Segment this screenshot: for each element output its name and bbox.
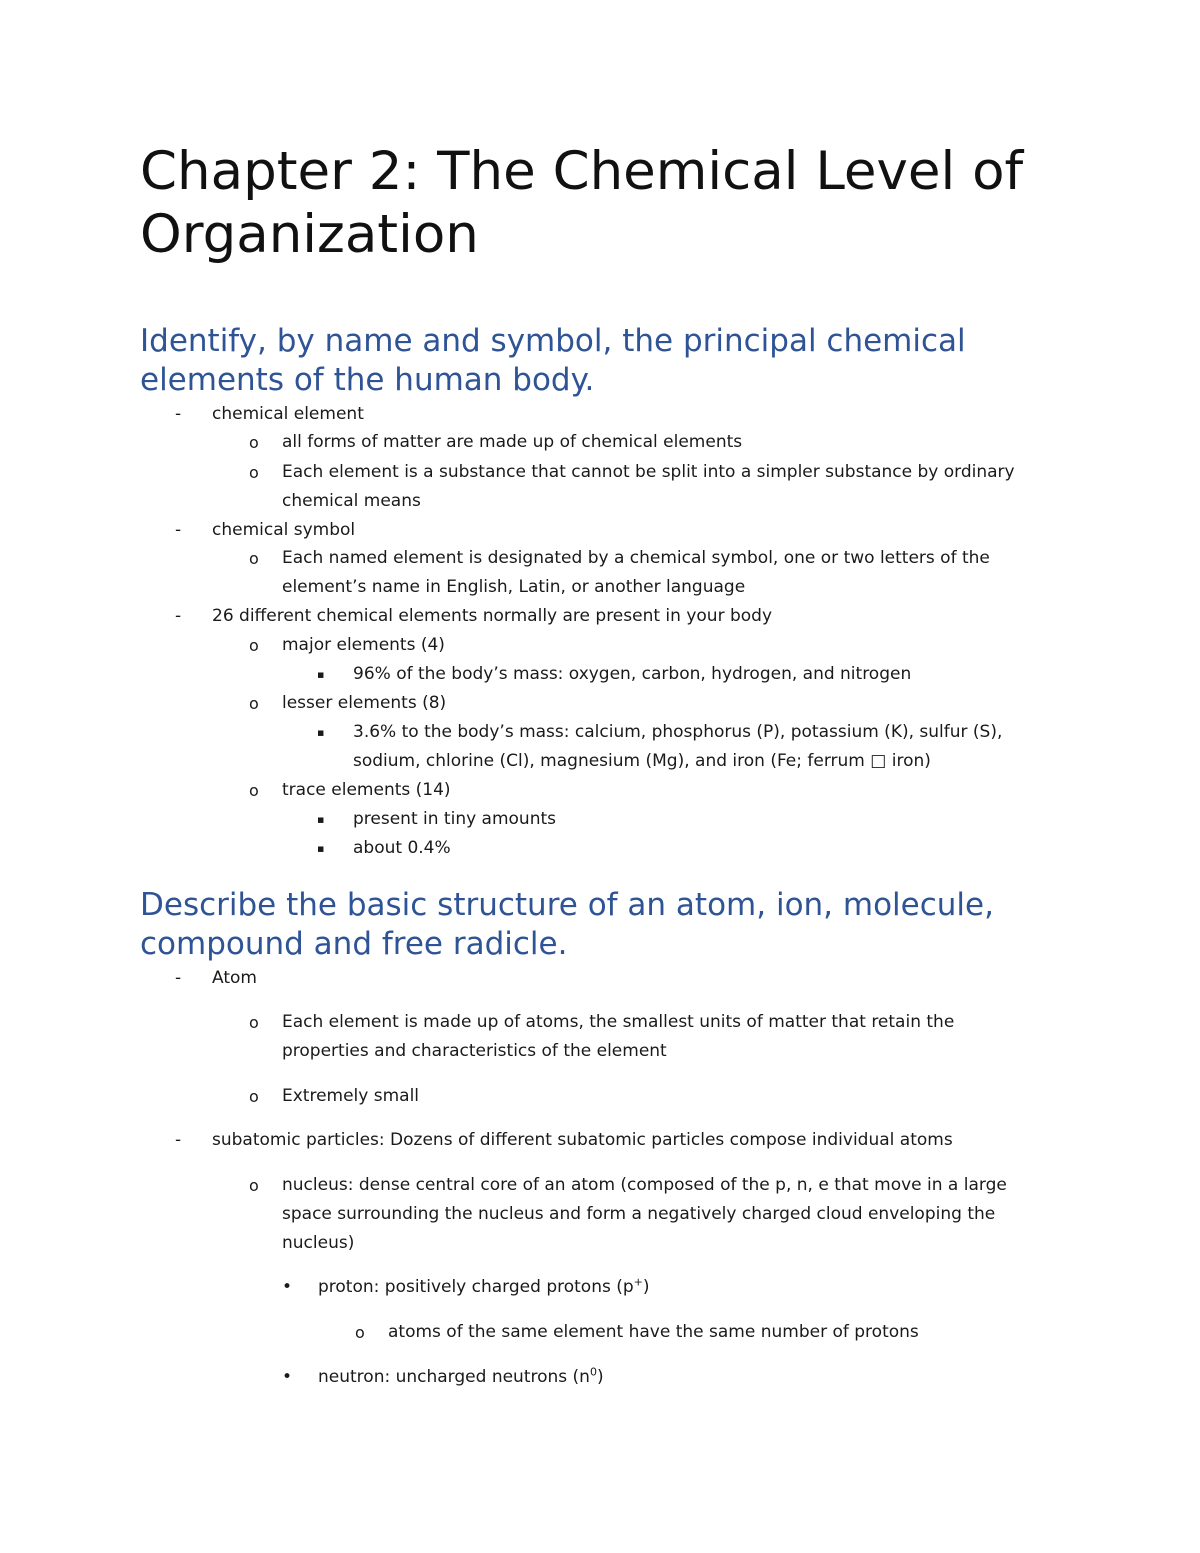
circle-bullet: o [249,1013,259,1032]
list-item: atoms of the same element have the same number of protons [388,1322,919,1342]
proton-charge: + [633,1275,643,1289]
circle-bullet: o [249,694,259,713]
list-item-atom: Atom [212,968,257,988]
square-bullet: ▪ [317,726,325,739]
circle-bullet: o [249,781,259,800]
list-item-subatomic-particles: subatomic particles: Dozens of different subatomic particles compose individual atoms [212,1130,953,1150]
circle-bullet: o [249,1087,259,1106]
list-item-major-elements: major elements (4) [282,635,445,655]
list-item: about 0.4% [353,838,451,858]
circle-bullet: o [249,636,259,655]
circle-bullet: o [249,463,259,482]
circle-bullet: o [249,433,259,452]
neutron-charge: 0 [589,1365,597,1379]
list-item-proton [318,1273,1038,1302]
list-item: Each element is made up of atoms, the smallest units of matter that retain the properties and characteristics of the element [282,1012,955,1061]
dash-bullet: - [175,606,182,626]
proton-text: proton: positively charged protons (p [318,1277,634,1297]
square-bullet: ▪ [317,842,325,855]
dash-bullet: - [175,1130,182,1150]
circle-bullet: o [355,1323,365,1342]
list-item: Extremely small [282,1086,420,1106]
list-item-chemical-symbol: chemical symbol [212,520,356,540]
circle-bullet: o [249,549,259,568]
dash-bullet: - [175,404,182,424]
proton-close: ) [642,1277,650,1297]
square-bullet: ▪ [317,668,325,681]
list-item: Each element is a substance that cannot be split into a simpler substance by ordinary chemical means [282,462,1015,511]
list-item: Each named element is designated by a chemical symbol, one or two letters of the element’s name in English, Latin, or another language [282,548,990,597]
dash-bullet: - [175,520,182,540]
list-item-lesser-elements: lesser elements (8) [282,693,447,713]
section-heading-elements: Identify, by name and symbol, the principal chemical elements of the human body. [140,323,966,398]
list-item-nucleus: nucleus: dense central core of an atom (composed of the p, n, e that move in a large space surrounding the nucleus and form a negatively charged cloud enveloping the nucleus) [282,1175,1007,1253]
dot-bullet: • [282,1367,293,1387]
document-title: Chapter 2: The Chemical Level of Organization [140,141,1024,265]
dot-bullet: • [282,1277,293,1297]
neutron-text: neutron: uncharged neutrons (n [318,1367,590,1387]
list-item: present in tiny amounts [353,809,557,829]
list-item-chemical-element: chemical element [212,404,364,424]
list-item-trace-elements: trace elements (14) [282,780,451,800]
dash-bullet: - [175,968,182,988]
neutron-close: ) [596,1367,604,1387]
list-item: 3.6% to the body’s mass: calcium, phosphorus (P), potassium (K), sulfur (S), sodium, chlorine (Cl), magnesium (Mg), and iron (Fe; ferrum □ iron) [353,722,1003,771]
section-heading-atom-structure: Describe the basic structure of an atom, ion, molecule, compound and free radicle. [140,887,994,962]
list-item-26-elements: 26 different chemical elements normally are present in your body [212,606,773,626]
list-item: all forms of matter are made up of chemical elements [282,432,743,452]
circle-bullet: o [249,1176,259,1195]
square-bullet: ▪ [317,813,325,826]
list-item: 96% of the body’s mass: oxygen, carbon, hydrogen, and nitrogen [353,664,912,684]
list-item-neutron [318,1363,1038,1392]
